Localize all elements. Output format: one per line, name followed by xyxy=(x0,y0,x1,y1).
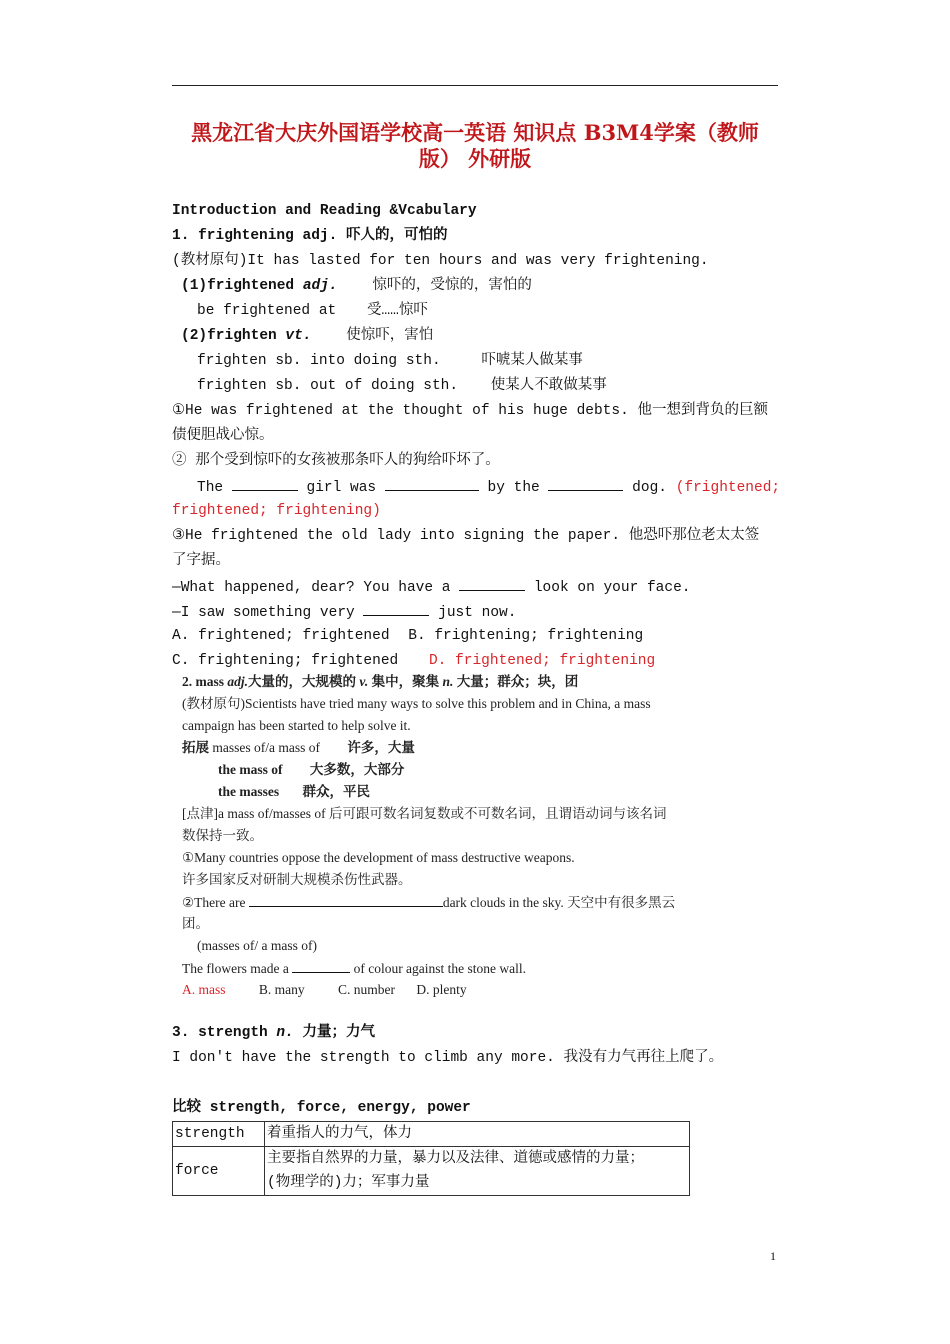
item2-meaning2: 集中，聚集 xyxy=(368,674,443,689)
ext1-meaning: 许多，大量 xyxy=(347,740,415,755)
option-c: C. number xyxy=(338,982,395,997)
header-rule xyxy=(172,85,778,86)
compare-table xyxy=(172,1121,690,1196)
item3-pos: n. xyxy=(276,1025,294,1041)
item1-options-ab xyxy=(172,626,643,646)
item2-example2 xyxy=(182,892,675,913)
blank xyxy=(232,476,298,491)
page-title xyxy=(172,120,778,172)
phrase1-meaning: 吓唬某人做某事 xyxy=(481,353,583,369)
table-cell-word: force xyxy=(173,1147,265,1196)
option-c: C. frightening; frightened xyxy=(172,653,399,669)
q-a: The flowers made a xyxy=(182,961,289,976)
compare-label: 比较 xyxy=(172,1100,210,1116)
phrase2: frighten sb. out of doing sth. xyxy=(197,378,459,394)
item2-example1-cn: 许多国家反对研制大规模杀伤性武器。 xyxy=(182,872,412,887)
q-b: of colour against the stone wall. xyxy=(353,961,527,976)
item1-heading xyxy=(172,226,448,246)
sub2-meaning: 使惊吓，害怕 xyxy=(346,328,434,344)
sub1-phrase: be frightened at xyxy=(197,303,337,319)
item2-question xyxy=(182,958,526,979)
ex2-answer: (frightened; xyxy=(675,480,781,496)
item1-options-cd xyxy=(172,651,655,671)
table-row xyxy=(173,1147,690,1196)
item2-meaning1: 大量的，大规模的 xyxy=(248,674,360,689)
desc-line-2: (物理学的)力；军事力量 xyxy=(267,1175,430,1191)
item2-source-cont: campaign has been started to help solve it. xyxy=(182,718,411,733)
blank xyxy=(459,576,525,591)
item2-example2-cont: 团。 xyxy=(182,916,209,931)
ext2-meaning: 大多数，大部分 xyxy=(309,762,405,777)
item2-pos1: adj. xyxy=(227,674,249,689)
sub1-pos: adj. xyxy=(302,278,338,294)
ex3-en: ③He frightened the old lady into signing the paper. xyxy=(172,528,629,544)
title-line-2: 版） 外研版 xyxy=(418,146,532,171)
option-d: D. plenty xyxy=(416,982,467,997)
item2-pos3: n. xyxy=(442,674,454,689)
item1-meaning: 吓人的，可怕的 xyxy=(346,228,448,244)
sub2-label: (2)frighten xyxy=(181,328,286,344)
item2-extension-3 xyxy=(218,782,370,802)
item1-question-line2 xyxy=(172,601,516,623)
ext2: the mass of xyxy=(218,762,283,777)
item2-options xyxy=(182,980,467,1000)
sub1-meaning: 惊吓的，受惊的，害怕的 xyxy=(372,278,532,294)
item2-meaning3: 大量；群众；块，团 xyxy=(453,674,579,689)
item2-heading xyxy=(182,672,578,692)
compare-heading xyxy=(172,1098,471,1118)
item3-example-en: I don't have the strength to climb any more. xyxy=(172,1050,564,1066)
q1-b: look on your face. xyxy=(533,580,691,596)
item2-example1-en: ①Many countries oppose the development of mass destructive weapons. xyxy=(182,850,575,865)
ex2-word4: dog. xyxy=(632,480,667,496)
item2-source: (教材原句)Scientists have tried many ways to solve this problem and in China, a mass xyxy=(182,696,651,711)
option-d-correct: D. frightened; frightening xyxy=(428,653,656,669)
ex2-a: ②There are xyxy=(182,895,246,910)
item2-note-cont: 数保持一致。 xyxy=(182,828,263,843)
ex1-cn: 他一想到背负的巨额 xyxy=(637,403,768,419)
q2-a: —I saw something very xyxy=(172,605,355,621)
ex1-en: ①He was frightened at the thought of his huge debts. xyxy=(172,403,638,419)
item3-example-cn: 我没有力气再往上爬了。 xyxy=(563,1050,724,1066)
item1-example2-answer-cont: frightened; frightening) xyxy=(172,503,381,519)
ext-label: 拓展 xyxy=(182,740,209,755)
item1-example3 xyxy=(172,526,759,546)
blank xyxy=(249,892,443,907)
ex2-word1: The xyxy=(197,480,224,496)
sub2-pos: vt. xyxy=(285,328,312,344)
item1-example1 xyxy=(172,401,768,421)
item3-meaning: 力量；力气 xyxy=(293,1025,376,1041)
blank xyxy=(292,958,350,973)
phrase1: frighten sb. into doing sth. xyxy=(197,353,441,369)
item1-example3-cont: 了字据。 xyxy=(172,553,230,569)
ext3-meaning: 群众，平民 xyxy=(302,784,370,799)
ext3: the masses xyxy=(218,784,280,799)
ex3-cn: 他恐吓那位老太太签 xyxy=(628,528,760,544)
ex2-word2: girl was xyxy=(306,480,377,496)
item1-phrase2 xyxy=(197,376,607,396)
phrase2-meaning: 使某人不敢做某事 xyxy=(490,378,607,394)
item1-sub1 xyxy=(181,276,532,296)
item2-extension-1 xyxy=(182,738,415,758)
item1-source: (教材原句)It has lasted for ten hours and was very frightening. xyxy=(172,253,709,269)
item3-heading xyxy=(172,1023,375,1043)
blank xyxy=(385,476,479,491)
item1-sub1-phrase xyxy=(197,301,428,321)
item3-word: 3. strength xyxy=(172,1025,277,1041)
q2-b: just now. xyxy=(438,605,517,621)
ex2-word3: by the xyxy=(487,480,540,496)
blank xyxy=(548,476,623,491)
sub1-phrase-meaning: 受……惊吓 xyxy=(366,303,428,319)
ex2-b: dark clouds in the sky. xyxy=(442,895,568,910)
table-cell-desc: 着重指人的力气，体力 xyxy=(265,1122,690,1147)
ex2-cn: 天空中有很多黑云 xyxy=(567,895,676,910)
page-number: 1 xyxy=(770,1249,776,1263)
option-a-correct: A. mass xyxy=(182,982,226,997)
option-b: B. many xyxy=(258,982,305,997)
ext1: masses of/a mass of xyxy=(212,740,320,755)
item3-example xyxy=(172,1048,723,1068)
item1-example2-cn: ② 那个受到惊吓的女孩被那条吓人的狗给吓坏了。 xyxy=(172,453,500,469)
item2-extension-2 xyxy=(218,760,404,780)
sub1-label: (1)frightened xyxy=(181,278,303,294)
section-heading: Introduction and Reading &Vcabulary xyxy=(172,203,477,219)
table-cell-word: strength xyxy=(173,1122,265,1147)
q1-a: —What happened, dear? You have a xyxy=(172,580,451,596)
item2-word: 2. mass xyxy=(182,674,228,689)
item2-example2-answer: (masses of/ a mass of) xyxy=(197,938,317,953)
desc-line-1: 主要指自然界的力量，暴力以及法律、道德或感情的力量； xyxy=(267,1151,644,1167)
item2-note: [点津]a mass of/masses of 后可跟可数名词复数或不可数名词，且谓语动词与该名词 xyxy=(182,806,667,821)
item1-example1-cont: 债便胆战心惊。 xyxy=(172,428,274,444)
blank xyxy=(363,601,429,616)
table-cell-desc xyxy=(265,1147,690,1196)
title-line-1: 黑龙江省大庆外国语学校高一英语 知识点 B3M4学案（教师 xyxy=(191,120,759,145)
compare-words: strength, force, energy, power xyxy=(209,1100,471,1116)
item1-example2-fill xyxy=(197,476,780,498)
item2-pos2: v. xyxy=(359,674,369,689)
option-b: B. frightening; frightening xyxy=(408,628,644,644)
item1-phrase1 xyxy=(197,351,583,371)
item1-question-line1 xyxy=(172,576,691,598)
option-a: A. frightened; frightened xyxy=(172,628,390,644)
item1-sub2 xyxy=(181,326,433,346)
item1-word: 1. frightening adj. xyxy=(172,228,347,244)
table-row xyxy=(173,1122,690,1147)
